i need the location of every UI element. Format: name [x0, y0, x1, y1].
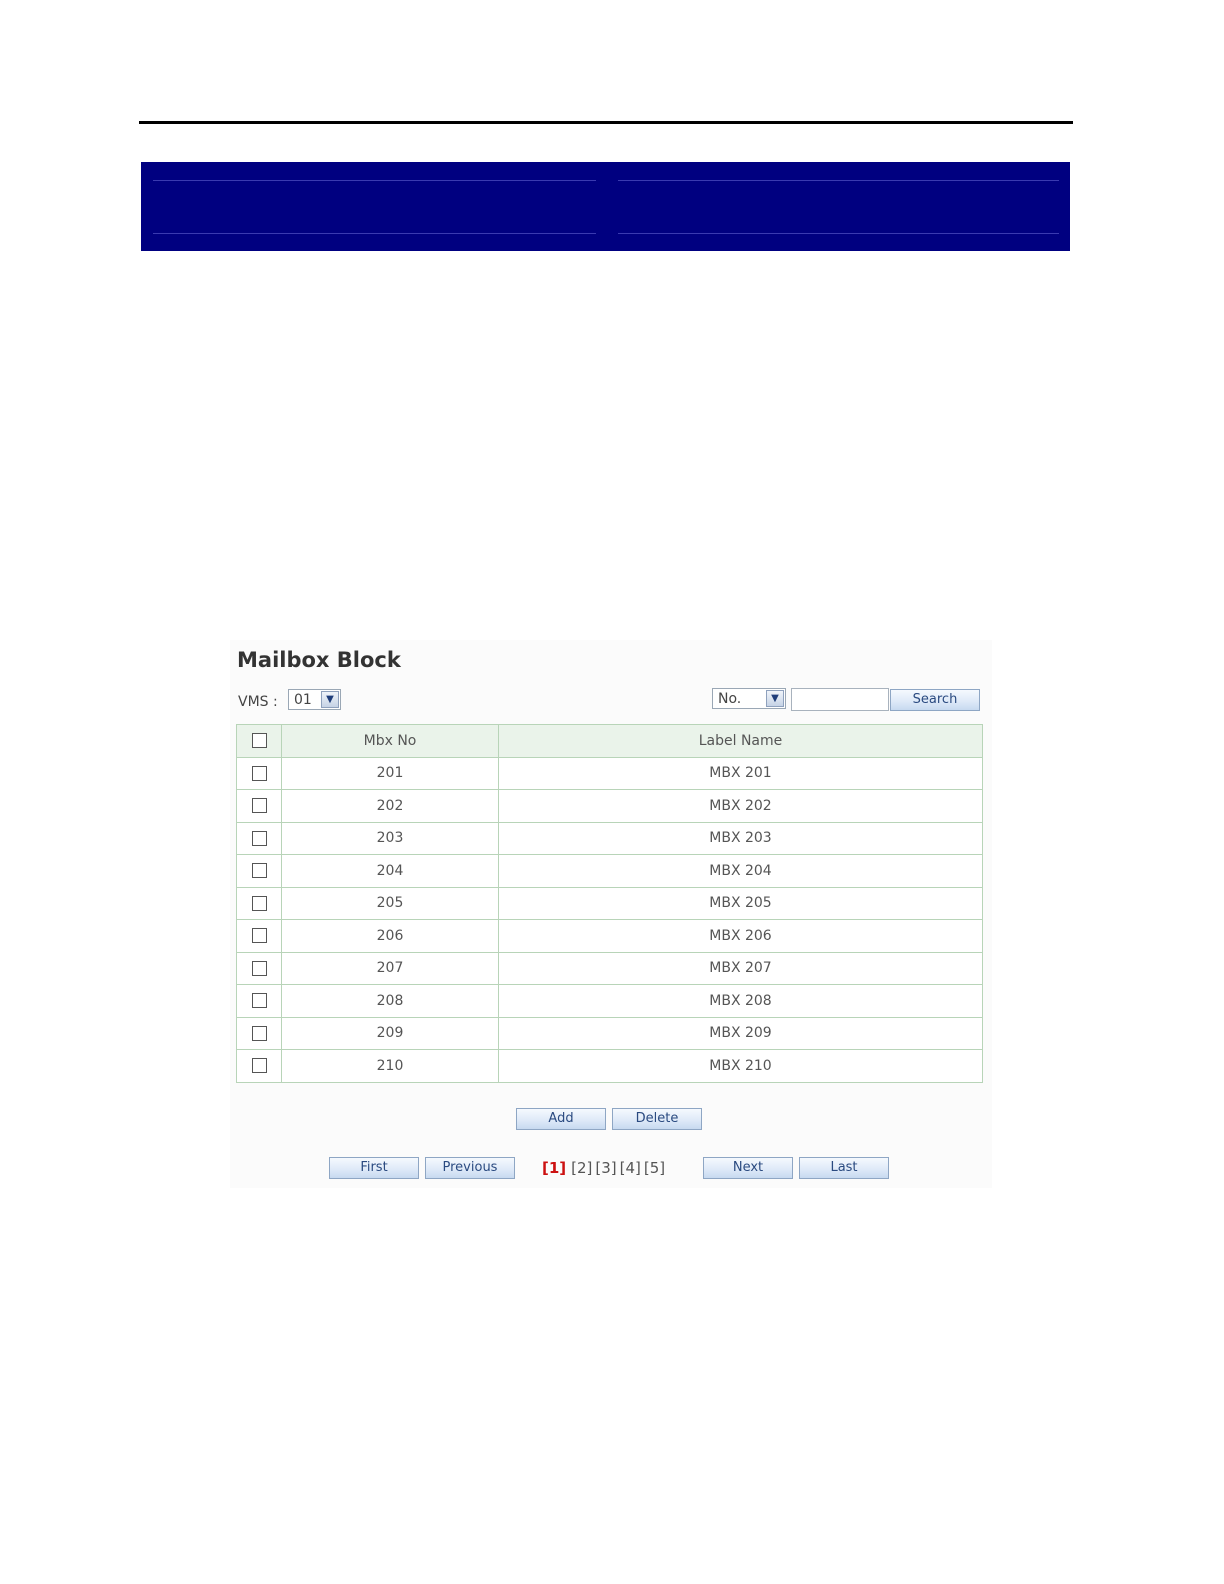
search-field-value: No.: [718, 691, 742, 707]
delete-button[interactable]: Delete: [612, 1108, 702, 1130]
label-name-cell: MBX 206: [499, 920, 983, 953]
table-row[interactable]: [237, 887, 983, 920]
table-header-row: [237, 725, 983, 758]
page-link-2[interactable]: [2]: [571, 1159, 593, 1177]
table-row[interactable]: [237, 757, 983, 790]
label-name-cell: MBX 204: [499, 855, 983, 888]
checkbox-cell: [237, 1050, 282, 1083]
label-name-cell: MBX 205: [499, 887, 983, 920]
top-rule: [139, 121, 1073, 124]
row-checkbox[interactable]: [252, 1058, 267, 1073]
vms-select[interactable]: [288, 689, 341, 710]
mbx-no-cell: 206: [282, 920, 499, 953]
table-row[interactable]: [237, 822, 983, 855]
vms-select-value: 01: [294, 692, 312, 708]
mbx-no-cell: 209: [282, 1017, 499, 1050]
select-all-cell: [237, 725, 282, 758]
row-checkbox[interactable]: [252, 863, 267, 878]
table-row[interactable]: [237, 855, 983, 888]
label-name-cell: MBX 208: [499, 985, 983, 1018]
checkbox-cell: [237, 822, 282, 855]
checkbox-cell: [237, 920, 282, 953]
row-checkbox[interactable]: [252, 798, 267, 813]
row-checkbox[interactable]: [252, 1026, 267, 1041]
row-checkbox[interactable]: [252, 993, 267, 1008]
checkbox-cell: [237, 887, 282, 920]
table-row[interactable]: [237, 1050, 983, 1083]
page-link-3[interactable]: [3]: [595, 1159, 617, 1177]
page-link-1[interactable]: [1]: [542, 1159, 567, 1177]
row-checkbox[interactable]: [252, 766, 267, 781]
page-links: [542, 1159, 668, 1177]
mbx-no-cell: 208: [282, 985, 499, 1018]
page-link-4[interactable]: [4]: [619, 1159, 641, 1177]
row-checkbox[interactable]: [252, 928, 267, 943]
search-button[interactable]: Search: [890, 689, 980, 711]
checkbox-cell: [237, 985, 282, 1018]
chevron-down-icon[interactable]: ▼: [321, 691, 339, 708]
first-page-button[interactable]: First: [329, 1157, 419, 1179]
select-all-checkbox[interactable]: [252, 733, 267, 748]
table-row[interactable]: [237, 790, 983, 823]
checkbox-cell: [237, 952, 282, 985]
row-checkbox[interactable]: [252, 961, 267, 976]
next-page-button[interactable]: Next: [703, 1157, 793, 1179]
table-row[interactable]: [237, 920, 983, 953]
mbx-no-cell: 201: [282, 757, 499, 790]
page-title: Mailbox Block: [237, 648, 401, 672]
page-link-5[interactable]: [5]: [643, 1159, 666, 1177]
label-name-cell: MBX 209: [499, 1017, 983, 1050]
row-checkbox[interactable]: [252, 896, 267, 911]
mbx-no-cell: 207: [282, 952, 499, 985]
column-header-mbx-no[interactable]: Mbx No: [282, 725, 499, 758]
row-checkbox[interactable]: [252, 831, 267, 846]
mailbox-block-panel: [230, 640, 992, 1188]
label-name-cell: MBX 207: [499, 952, 983, 985]
last-page-button[interactable]: Last: [799, 1157, 889, 1179]
label-name-cell: MBX 201: [499, 757, 983, 790]
search-field-select[interactable]: [712, 688, 786, 709]
checkbox-cell: [237, 757, 282, 790]
label-name-cell: MBX 203: [499, 822, 983, 855]
table-row[interactable]: [237, 952, 983, 985]
checkbox-cell: [237, 790, 282, 823]
mailbox-table: [236, 724, 983, 1083]
table-row[interactable]: [237, 985, 983, 1018]
mbx-no-cell: 205: [282, 887, 499, 920]
search-input[interactable]: [791, 688, 889, 711]
mbx-no-cell: 210: [282, 1050, 499, 1083]
vms-label: VMS :: [238, 694, 278, 710]
add-button[interactable]: Add: [516, 1108, 606, 1130]
chevron-down-icon[interactable]: ▼: [766, 690, 784, 707]
table-row[interactable]: [237, 1017, 983, 1050]
checkbox-cell: [237, 855, 282, 888]
column-header-label-name[interactable]: Label Name: [499, 725, 983, 758]
label-name-cell: MBX 202: [499, 790, 983, 823]
checkbox-cell: [237, 1017, 282, 1050]
previous-page-button[interactable]: Previous: [425, 1157, 515, 1179]
mbx-no-cell: 202: [282, 790, 499, 823]
header-band: [141, 162, 1070, 251]
mbx-no-cell: 203: [282, 822, 499, 855]
mbx-no-cell: 204: [282, 855, 499, 888]
label-name-cell: MBX 210: [499, 1050, 983, 1083]
